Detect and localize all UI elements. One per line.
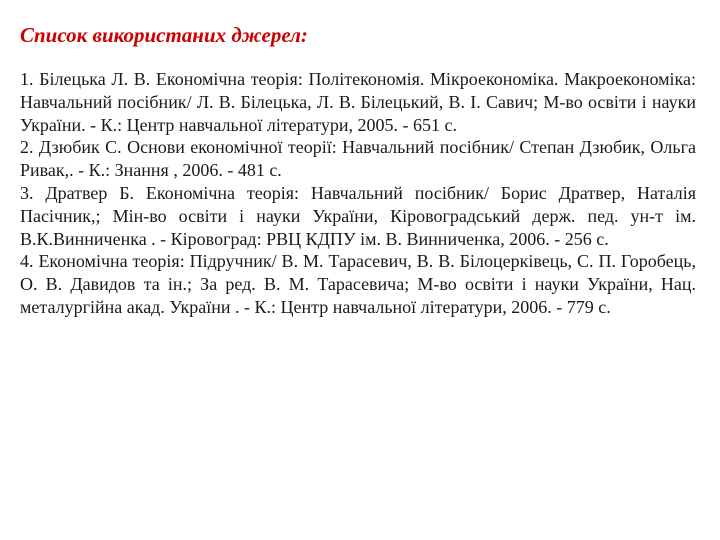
reference-item-4: 4. Економічна теорія: Підручник/ В. М. Тарасевич, В. В. Білоцерківець, С. П. Горобець, О. В. Давидов та ін.; За ред. В. М. Тарасевича; М-во освіти і науки України, Нац. металургійна акад. України . - К.: Центр навчальної літератури, 2006. - 779 с. [20,251,696,317]
page-title: Список використаних джерел: [20,23,308,47]
reference-item-3: 3. Дратвер Б. Економічна теорія: Навчальний посібник/ Борис Дратвер, Наталія Пасічник,; Мін-во освіти і науки України, Кіровоградський держ. пед. ун-т ім. В.К.Винниченка . - Кіровоград: РВЦ КДПУ ім. В. Винниченка, 2006. - 256 с. [20,182,696,249]
reference-list [20,68,696,319]
reference-item-2: 2. Дзюбик С. Основи економічної теорії: Навчальний посібник/ Степан Дзюбик, Ольга Ривак,. - К.: Знання , 2006. - 481 с. [20,137,696,181]
reference-item-1: 1. Білецька Л. В. Економічна теорія: Політекономія. Мікроекономіка. Макроекономіка: Навчальний посібник/ Л. В. Білецька, Л. В. Білецький, В. І. Савич; М-во освіти і науки України. - К.: Центр навчальної літератури, 2005. - 651 с. [20,69,696,135]
